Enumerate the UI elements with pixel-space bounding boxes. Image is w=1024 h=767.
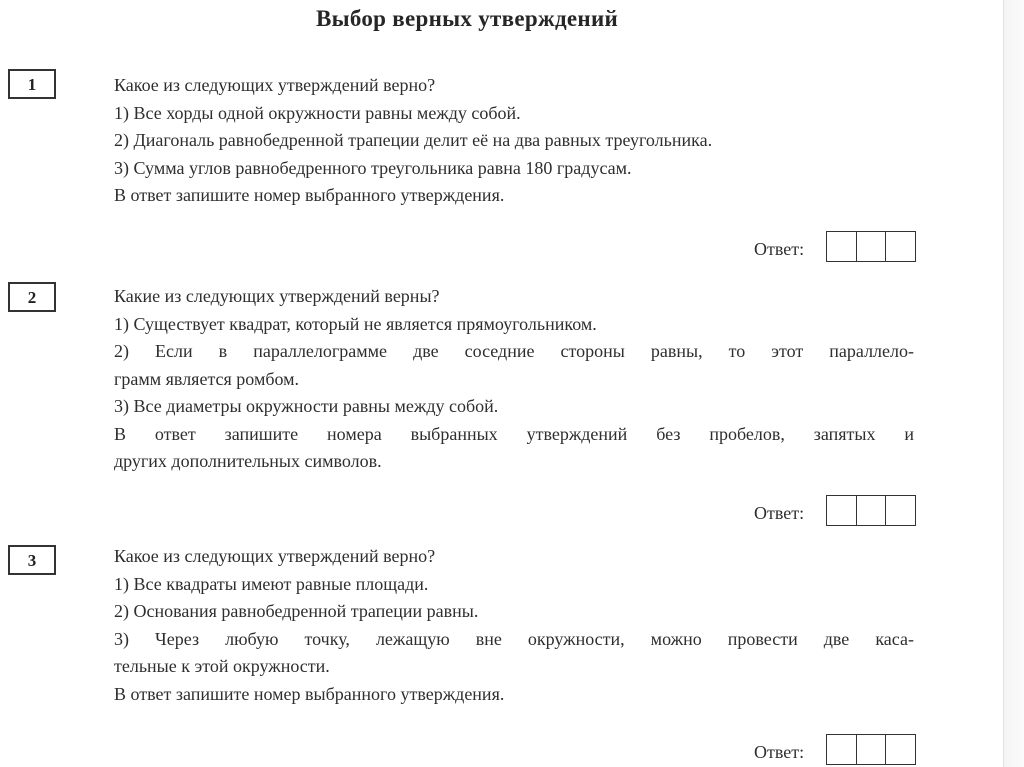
question-line: Какое из следующих утверждений верно?: [114, 546, 436, 566]
answer-row: [754, 495, 916, 526]
statement-line: 1) Все квадраты имеют равные площади.: [114, 573, 429, 594]
answer-label: Ответ:: [754, 503, 805, 523]
statement-line: 3) Все диаметры окружности равны между собой.: [114, 396, 499, 416]
question-line: Какие из следующих утверждений верны?: [114, 286, 440, 306]
answer-cell[interactable]: [857, 232, 887, 261]
statement-line: 1) Существует квадрат, который не является прямоугольником.: [114, 313, 597, 334]
instruction-line: других дополнительных символов.: [114, 451, 382, 471]
statement-line: 2) Основания равнобедренной трапеции равны.: [114, 601, 479, 621]
statement-line: тельные к этой окружности.: [114, 656, 330, 676]
statement-line: грамм является ромбом.: [114, 368, 300, 389]
task-text: [114, 72, 914, 210]
answer-cells: [826, 495, 916, 526]
instruction-line: В ответ запишите номера выбранных утверждений без пробелов, запятых и: [114, 423, 914, 444]
statement-line: 2) Диагональ равнобедренной трапеции делит её на два равных треугольника.: [114, 130, 713, 150]
page-title: Выбор верных утверждений: [315, 6, 619, 31]
answer-cell[interactable]: [886, 232, 915, 261]
statement-line: 3) Сумма углов равнобедренного треугольника равна 180 градусам.: [114, 157, 632, 178]
answer-cell[interactable]: [827, 735, 857, 764]
answer-cells: [826, 734, 916, 765]
answer-cell[interactable]: [886, 735, 915, 764]
task-number-box: 1: [8, 69, 56, 99]
answer-label: Ответ:: [754, 742, 805, 762]
question-line: Какое из следующих утверждений верно?: [114, 75, 436, 95]
task-number-box: 2: [8, 282, 56, 312]
answer-label: Ответ:: [754, 239, 805, 259]
answer-cell[interactable]: [857, 496, 887, 525]
statement-line: 1) Все хорды одной окружности равны между собой.: [114, 102, 521, 123]
answer-cell[interactable]: [827, 232, 857, 261]
answer-cells: [826, 231, 916, 262]
task-text: [114, 283, 914, 476]
statement-line: 2) Если в параллелограмме две соседние стороны равны, то этот параллело-: [114, 341, 914, 361]
answer-row: [754, 231, 916, 262]
page-edge-shadow: [1004, 0, 1024, 767]
answer-cell[interactable]: [857, 735, 887, 764]
task-text: [114, 543, 914, 708]
statement-line: 3) Через любую точку, лежащую вне окружности, можно провести две каса-: [114, 628, 914, 649]
answer-cell[interactable]: [886, 496, 915, 525]
answer-cell[interactable]: [827, 496, 857, 525]
answer-row: [754, 734, 916, 765]
instruction-line: В ответ запишите номер выбранного утверждения.: [114, 683, 505, 704]
task-number-box: 3: [8, 545, 56, 575]
instruction-line: В ответ запишите номер выбранного утверждения.: [114, 185, 505, 205]
